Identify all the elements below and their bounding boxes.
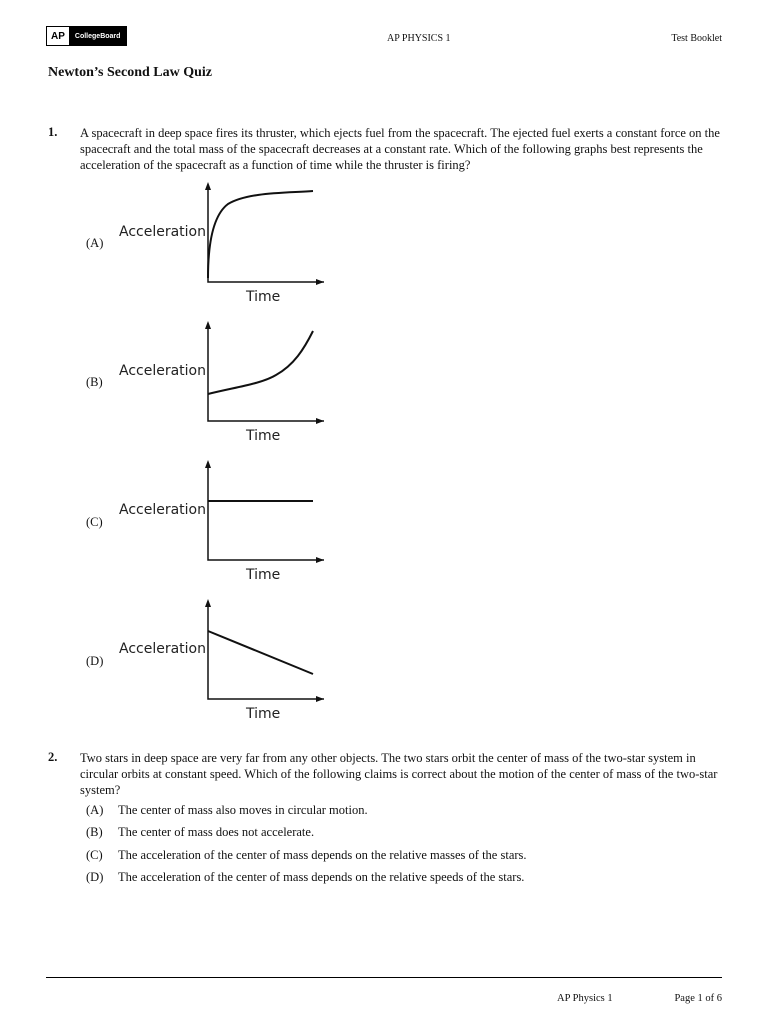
question-2-choice-b <box>86 825 314 840</box>
graph-d-xlabel: Time <box>246 706 281 722</box>
ap-logo <box>46 26 127 46</box>
graph-option-d <box>116 595 324 725</box>
question-2-number: 2. <box>48 750 58 764</box>
graph-option-b <box>116 317 324 447</box>
choice-letter: (A) <box>86 803 104 817</box>
header-booklet: Test Booklet <box>671 33 722 44</box>
footer-page-number: Page 1 of 6 <box>674 993 722 1004</box>
question-1-text: A spacecraft in deep space fires its thruster, which ejects fuel from the spacecraft. The ejected fuel exerts a constant force on the spacecraft and the total mass of the spacecraft decreases at a constant rate. Which of the following graphs best represents the acceleration of the spacecraft as a function of time while the thruster is firing? <box>80 126 720 172</box>
graph-option-c <box>116 456 324 586</box>
graph-b-ylabel: Acceleration <box>119 363 206 379</box>
question-1-number: 1. <box>48 125 58 139</box>
graph-a-x-arrow <box>316 279 324 285</box>
graph-d-curve <box>208 631 313 674</box>
graph-b-y-arrow <box>205 321 211 329</box>
graph-d-axes <box>208 603 324 699</box>
quiz-title: Newton’s Second Law Quiz <box>48 65 212 80</box>
footer-subject: AP Physics 1 <box>557 993 613 1004</box>
graph-a-ylabel: Acceleration <box>119 224 206 240</box>
choice-letter: (D) <box>86 870 104 884</box>
graph-d-x-arrow <box>316 696 324 702</box>
choice-text: The center of mass does not accelerate. <box>118 825 315 839</box>
choice-text: The acceleration of the center of mass depends on the relative masses of the stars. <box>118 848 527 862</box>
graph-c-ylabel: Acceleration <box>119 502 206 518</box>
graph-d-ylabel: Acceleration <box>119 641 206 657</box>
graph-a-xlabel: Time <box>246 289 281 305</box>
footer-divider <box>46 977 722 978</box>
question-2-choice-a <box>86 803 368 818</box>
graph-b-xlabel: Time <box>246 428 281 444</box>
graph-b-x-arrow <box>316 418 324 424</box>
graph-option-b-label: (B) <box>86 375 103 389</box>
graph-option-c-label: (C) <box>86 515 103 529</box>
graph-a-curve <box>208 191 313 278</box>
graph-option-d-label: (D) <box>86 654 104 668</box>
graph-b-axes <box>208 325 324 421</box>
graph-c-y-arrow <box>205 460 211 468</box>
graph-option-a-label: (A) <box>86 236 104 250</box>
graph-option-a <box>116 178 324 308</box>
choice-text: The acceleration of the center of mass depends on the relative speeds of the stars. <box>118 870 525 884</box>
graph-a-y-arrow <box>205 182 211 190</box>
choice-text: The center of mass also moves in circular motion. <box>118 803 368 817</box>
logo-ap-text: AP <box>47 27 69 45</box>
choice-letter: (B) <box>86 825 103 839</box>
graph-c-axes <box>208 464 324 560</box>
question-2-choice-d <box>86 870 524 885</box>
header-subject: AP PHYSICS 1 <box>387 33 451 44</box>
logo-collegeboard-text: CollegeBoard <box>69 27 127 45</box>
graph-b-curve <box>208 331 313 394</box>
graph-c-x-arrow <box>316 557 324 563</box>
graph-c-xlabel: Time <box>246 567 281 583</box>
graph-d-y-arrow <box>205 599 211 607</box>
question-2-choice-c <box>86 848 527 863</box>
choice-letter: (C) <box>86 848 103 862</box>
question-2-text: Two stars in deep space are very far from any other objects. The two stars orbit the center of mass of the two-star system in circular orbits at constant speed. Which of the following claims is correct about the motion of the center of mass of the two-star system? <box>80 751 718 797</box>
graph-a-axes <box>208 186 324 282</box>
